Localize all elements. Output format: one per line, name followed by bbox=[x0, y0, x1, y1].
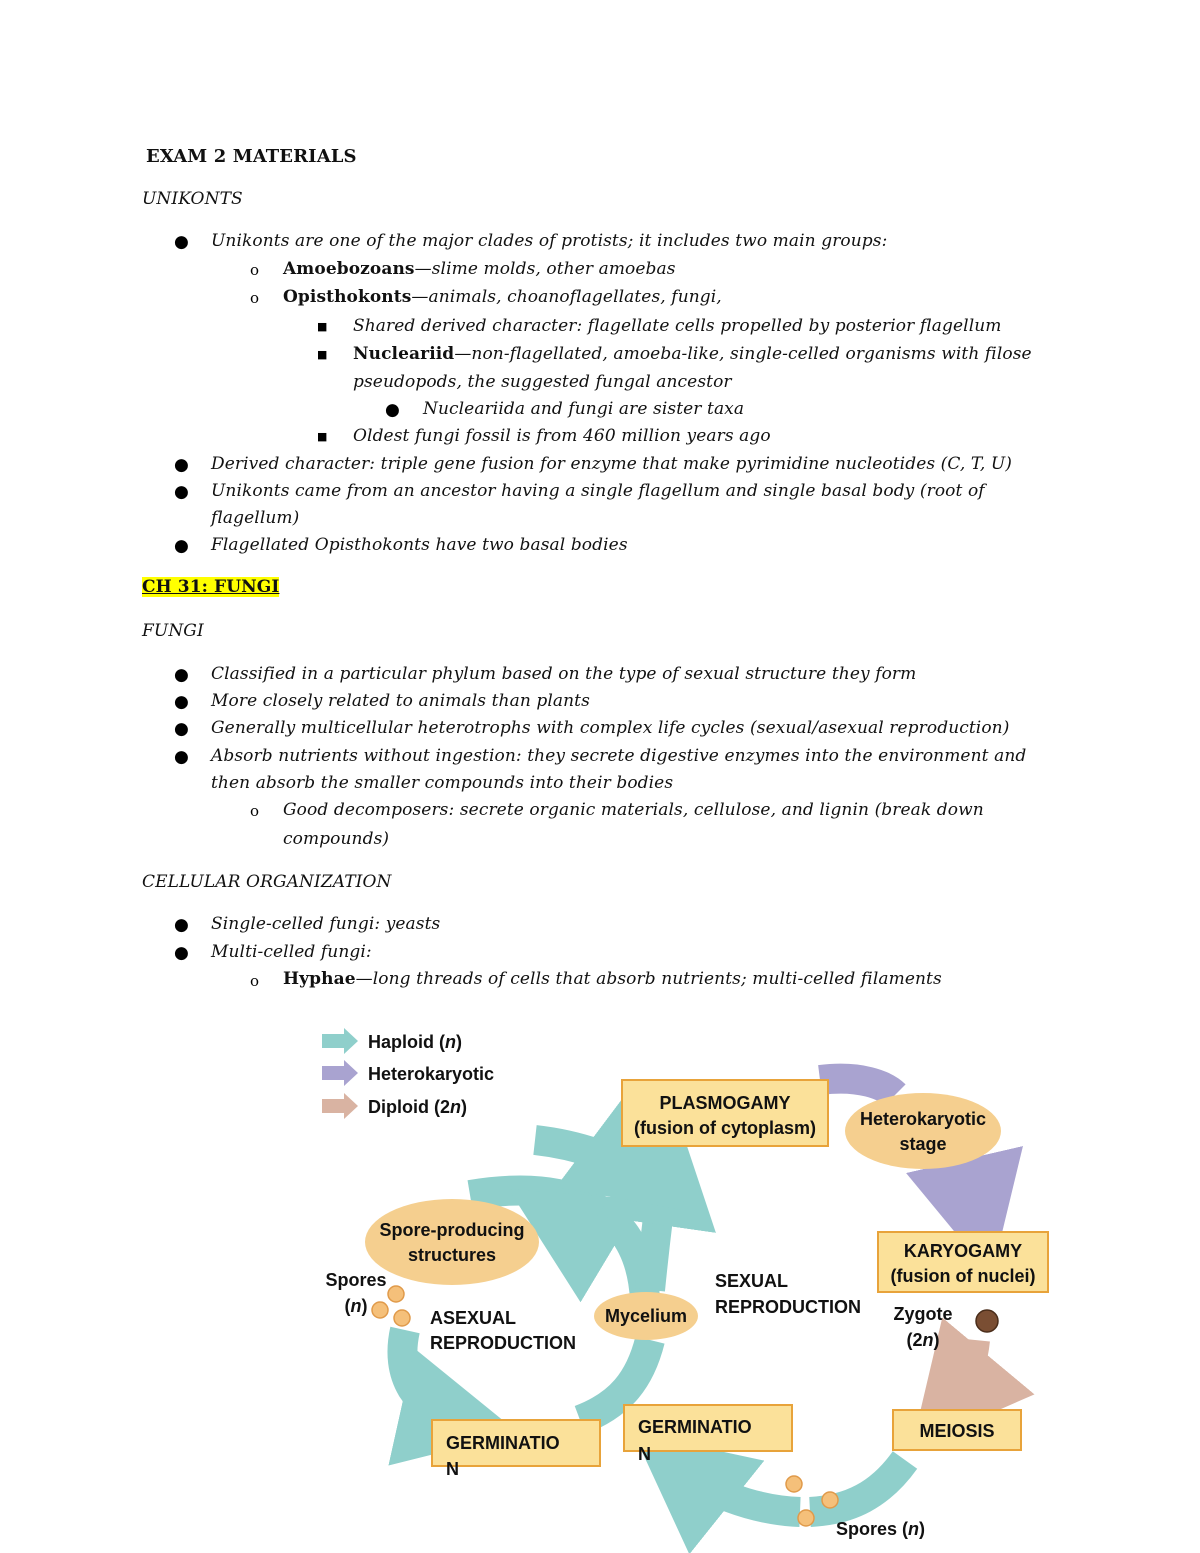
legend-diploid-label: Diploid (2n) bbox=[368, 1097, 467, 1117]
list-item: Flagellated Opisthokonts have two basal bodies bbox=[211, 535, 628, 555]
list-item: Unikonts are one of the major clades of protists; it includes two main groups: bbox=[211, 231, 888, 251]
spore-icon bbox=[798, 1510, 814, 1526]
plasmogamy-box bbox=[622, 1080, 828, 1146]
list-item-continuation: then absorb the smaller compounds into their bodies bbox=[211, 773, 674, 793]
list-item: Classified in a particular phylum based on the type of sexual structure they form bbox=[211, 664, 917, 684]
definition: —animals, choanoflagellates, fungi, bbox=[411, 287, 722, 307]
list-item: Good decomposers: secrete organic materials, cellulose, and lignin (break down bbox=[283, 800, 984, 820]
list-item-continuation: flagellum) bbox=[211, 508, 300, 528]
list-item: Unikonts came from an ancestor having a single flagellum and single basal body (root of bbox=[211, 481, 985, 501]
spores-left-ploidy: (n) bbox=[344, 1296, 368, 1316]
list-item: Multi-celled fungi: bbox=[211, 942, 372, 962]
section-heading-cellular: CELLULAR ORGANIZATION bbox=[142, 872, 392, 892]
list-item-continuation: pseudopods, the suggested fungal ancestor bbox=[353, 372, 732, 392]
spores-left-label: Spores bbox=[325, 1270, 387, 1290]
spore-icon bbox=[786, 1476, 802, 1492]
karyogamy-label: KARYOGAMY bbox=[903, 1241, 1023, 1261]
circle-bullet-icon: o bbox=[250, 261, 260, 279]
spore-icon bbox=[388, 1286, 404, 1302]
asexual-label: ASEXUAL bbox=[430, 1308, 517, 1328]
bullet-icon: ● bbox=[174, 232, 189, 252]
bullet-icon: ● bbox=[174, 455, 189, 475]
circle-bullet-icon: o bbox=[250, 972, 260, 990]
legend-haploid-label: Haploid (n) bbox=[368, 1032, 462, 1052]
section-heading-fungi: FUNGI bbox=[142, 621, 204, 641]
list-item: More closely related to animals than plants bbox=[211, 691, 590, 711]
spores-bottom-label: Spores (n) bbox=[836, 1519, 926, 1539]
bullet-icon: ● bbox=[174, 665, 189, 685]
spore-icon bbox=[394, 1310, 410, 1326]
list-item: Single-celled fungi: yeasts bbox=[211, 914, 441, 934]
karyogamy-sub-label: (fusion of nuclei) bbox=[890, 1266, 1036, 1286]
bullet-icon: ● bbox=[174, 692, 189, 712]
list-item: Derived character: triple gene fusion for enzyme that make pyrimidine nucleotides (C, T, U) bbox=[211, 454, 1013, 474]
definition: —non-flagellated, amoeba-like, single-celled organisms with filose bbox=[454, 344, 1032, 364]
heterokaryotic-legend-arrow bbox=[322, 1060, 358, 1086]
plasmogamy-sub-label: (fusion of cytoplasm) bbox=[633, 1118, 817, 1138]
sexual-sub-label: REPRODUCTION bbox=[715, 1297, 862, 1317]
circle-bullet-icon: o bbox=[250, 802, 260, 820]
bullet-icon: ● bbox=[174, 536, 189, 556]
germination-mid-label: GERMINATIO bbox=[638, 1417, 752, 1437]
definition: —slime molds, other amoebas bbox=[414, 259, 676, 279]
circle-bullet-icon: o bbox=[250, 289, 260, 307]
term-opisthokonts: Opisthokonts bbox=[283, 287, 412, 307]
list-item-continuation: compounds) bbox=[283, 829, 390, 849]
bullet-icon: ● bbox=[174, 482, 189, 502]
chapter-heading-text: CH 31: FUNGI bbox=[142, 577, 280, 597]
germination-left-label-cont: N bbox=[446, 1459, 459, 1479]
document-title: EXAM 2 MATERIALS bbox=[146, 146, 357, 167]
hetero-stage-label: Heterokaryotic bbox=[859, 1109, 987, 1129]
term-amoebozoans: Amoebozoans bbox=[283, 259, 415, 279]
germination-mid-label-cont: N bbox=[638, 1444, 651, 1464]
square-bullet-icon: ■ bbox=[317, 320, 328, 333]
mycelium-label: Mycelium bbox=[604, 1306, 688, 1326]
legend-heterokaryotic-label: Heterokaryotic bbox=[368, 1064, 495, 1084]
germination-left-label: GERMINATIO bbox=[446, 1433, 560, 1453]
term-nucleariid: Nucleariid bbox=[353, 344, 455, 364]
meiosis-label: MEIOSIS bbox=[919, 1421, 995, 1441]
karyogamy-box bbox=[878, 1232, 1048, 1292]
haploid-legend-arrow bbox=[322, 1028, 358, 1054]
bullet-icon: ● bbox=[174, 719, 189, 739]
legend bbox=[322, 1028, 494, 1119]
zygote-ploidy: (2n) bbox=[906, 1330, 940, 1350]
spore-icon bbox=[372, 1302, 388, 1318]
list-item: Nucleariida and fungi are sister taxa bbox=[423, 399, 745, 419]
definition: —long threads of cells that absorb nutrients; multi-celled filaments bbox=[355, 969, 942, 989]
hetero-stage-sub-label: stage bbox=[899, 1134, 947, 1154]
meiosis-box bbox=[893, 1410, 1021, 1450]
list-item: Shared derived character: flagellate cells propelled by posterior flagellum bbox=[353, 316, 1002, 336]
heterokaryotic-stage bbox=[845, 1093, 1001, 1169]
term-hyphae: Hyphae bbox=[283, 969, 356, 989]
bullet-icon: ● bbox=[174, 747, 189, 767]
spore-icon bbox=[822, 1492, 838, 1508]
square-bullet-icon: ■ bbox=[317, 348, 328, 361]
bullet-icon: ● bbox=[174, 915, 189, 935]
bullet-icon: ● bbox=[385, 400, 400, 420]
spore-structures-sub-label: structures bbox=[407, 1245, 497, 1265]
zygote-label: Zygote bbox=[893, 1304, 953, 1324]
list-item: Absorb nutrients without ingestion: they secrete digestive enzymes into the environment and bbox=[211, 746, 1027, 766]
plasmogamy-label: PLASMOGAMY bbox=[659, 1093, 791, 1113]
square-bullet-icon: ■ bbox=[317, 430, 328, 443]
list-item: Oldest fungi fossil is from 460 million years ago bbox=[353, 426, 771, 446]
section-heading-unikonts: UNIKONTS bbox=[142, 189, 243, 209]
zygote-icon bbox=[976, 1310, 998, 1332]
asexual-sub-label: REPRODUCTION bbox=[430, 1333, 577, 1353]
mycelium bbox=[594, 1292, 698, 1340]
list-item: Generally multicellular heterotrophs with complex life cycles (sexual/asexual reproduction) bbox=[211, 718, 1010, 738]
spore-producing-structures bbox=[365, 1199, 539, 1285]
diploid-legend-arrow bbox=[322, 1093, 358, 1119]
germination-mid-box bbox=[624, 1405, 792, 1464]
sexual-label: SEXUAL bbox=[715, 1271, 789, 1291]
germination-left-box bbox=[432, 1420, 600, 1479]
spore-structures-label: Spore-producing bbox=[379, 1220, 525, 1240]
bullet-icon: ● bbox=[174, 943, 189, 963]
spores-left bbox=[325, 1270, 410, 1326]
